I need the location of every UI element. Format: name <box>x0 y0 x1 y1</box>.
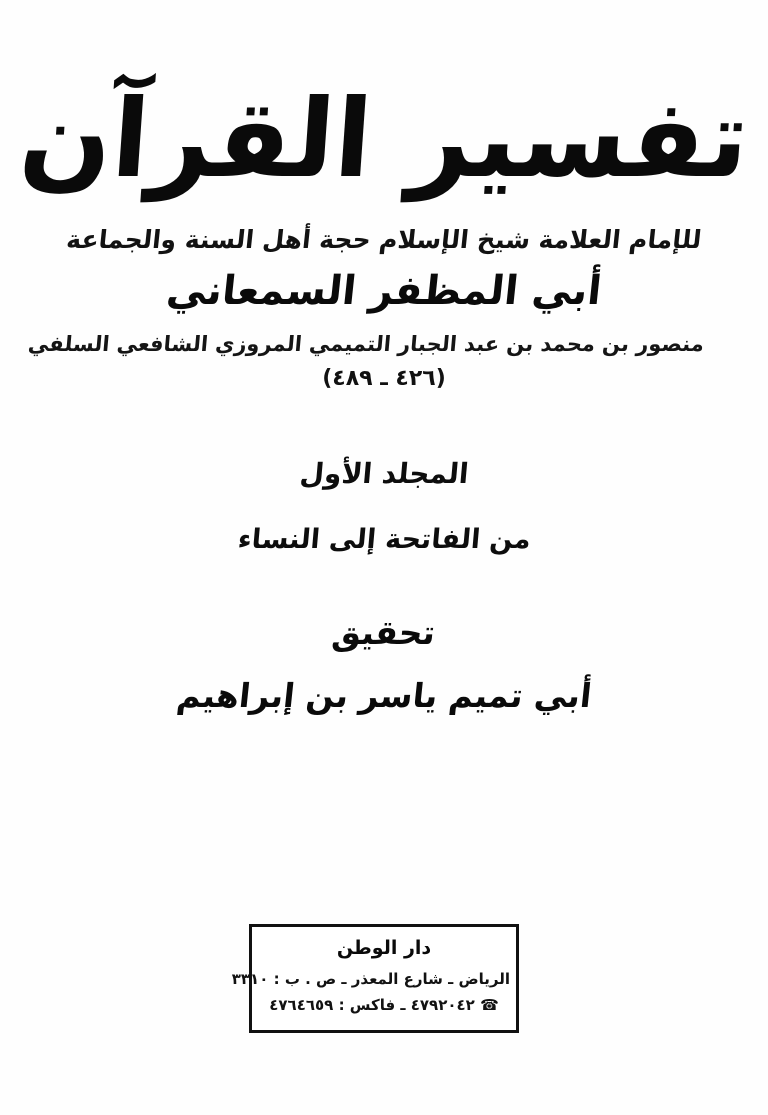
contents-range: من الفاتحة إلى النساء <box>236 524 532 555</box>
author-block <box>27 225 706 391</box>
author-honorific-line: للإمام العلامة شيخ الإسلام حجة أهل السنة والجماعة <box>65 225 703 254</box>
volume-label: المجلد الأول <box>298 457 470 490</box>
editor-name: أبي تميم ياسر بن إبراهيم <box>174 676 594 715</box>
author-full-name: منصور بن محمد بن عبد الجبار التميمي المروزي الشافعي السلفي <box>27 332 706 356</box>
edited-by-label: تحقيق <box>330 613 438 652</box>
book-title: تفسير القرآن <box>15 77 753 202</box>
publisher-address: الرياض ـ شارع المعذر ـ ص . ب : ٣٣١٠ <box>231 970 510 988</box>
publisher-contact: ☎ ٤٧٩٢٠٤٢ ـ فاكس : ٤٧٦٤٦٥٩ <box>269 995 499 1014</box>
publisher-name: دار الوطن <box>336 937 432 959</box>
author-kunya: أبي المظفر السمعاني <box>164 268 604 314</box>
publisher-box <box>231 924 519 1033</box>
author-life-dates: (٤٢٦ ـ ٤٨٩) <box>322 366 446 391</box>
